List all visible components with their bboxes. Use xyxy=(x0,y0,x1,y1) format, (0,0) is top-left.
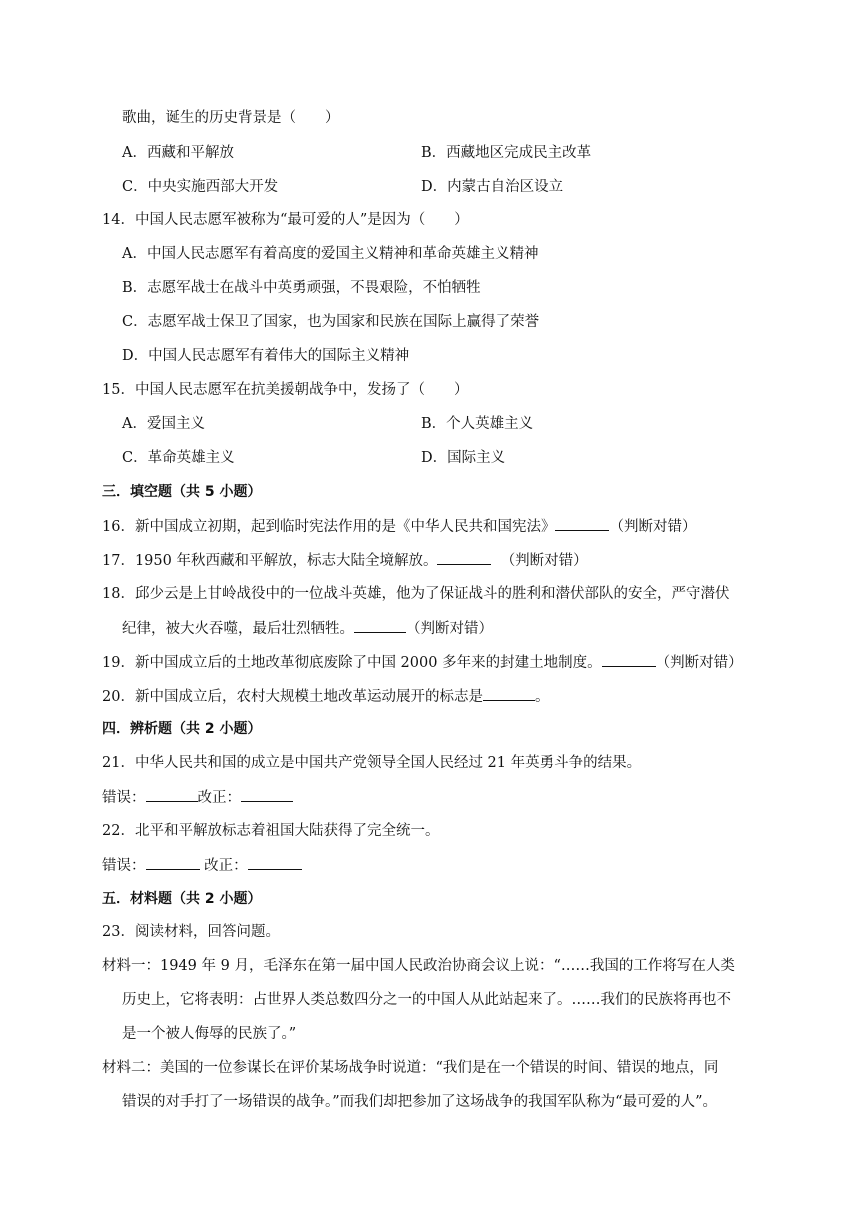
error-label: 错误： xyxy=(102,790,146,806)
error-blank[interactable] xyxy=(146,855,200,870)
q18-line-1: 18．邱少云是上甘岭战役中的一位战斗英雄，他为了保证战斗的胜利和潜伏部队的安全，严守潜伏 xyxy=(102,586,730,602)
q23-stem: 23．阅读材料，回答问题。 xyxy=(102,924,280,940)
q15-option-b: B．个人英雄主义 xyxy=(421,416,534,432)
q16-judge-note: （判断对错） xyxy=(609,519,697,535)
answer-blank[interactable] xyxy=(354,618,406,633)
q14-option-a: A．中国人民志愿军有着高度的爱国主义精神和革命英雄主义精神 xyxy=(122,246,539,262)
q14-stem: 14．中国人民志愿军被称为“最可爱的人”是因为（ ） xyxy=(102,212,469,228)
q22-answer-line xyxy=(102,855,302,876)
q14-option-c: C．志愿军战士保卫了国家，也为国家和民族在国际上赢得了荣誉 xyxy=(122,314,540,330)
q21-answer-line xyxy=(102,787,293,808)
q13-option-b: B．西藏地区完成民主改革 xyxy=(421,145,592,161)
answer-blank[interactable] xyxy=(483,686,535,701)
q13-option-d: D．内蒙古自治区设立 xyxy=(421,179,564,195)
q19-judge-note: （判断对错） xyxy=(655,655,743,671)
correction-blank[interactable] xyxy=(241,787,293,802)
q18-line-2 xyxy=(122,618,493,639)
q16-stem: 16．新中国成立初期，起到临时宪法作用的是《中华人民共和国宪法》 xyxy=(102,519,556,535)
q18-judge-note: （判断对错） xyxy=(406,621,493,637)
q22-stem: 22．北平和平解放标志着祖国大陆获得了完全统一。 xyxy=(102,823,440,839)
section-5-heading: 五．材料题（共 2 小题） xyxy=(102,891,262,907)
correction-label: 改正： xyxy=(204,858,248,874)
answer-blank[interactable] xyxy=(555,516,609,531)
q17-judge-note: （判断对错） xyxy=(500,553,588,569)
q13-option-c: C．中央实施西部大开发 xyxy=(122,179,279,195)
q19-stem: 19．新中国成立后的土地改革彻底废除了中国 2000 多年来的封建土地制度。 xyxy=(102,655,602,671)
q18-stem-cont: 纪律，被大火吞噬，最后壮烈牺牲。 xyxy=(122,621,354,637)
q15-option-d: D．国际主义 xyxy=(421,450,506,466)
material-2-line-1: 材料二：美国的一位参谋长在评价某场战争时说道：“我们是在一个错误的时间、错误的地点，同 xyxy=(102,1060,719,1076)
correction-label: 改正： xyxy=(197,790,241,806)
q17-stem: 17．1950 年秋西藏和平解放，标志大陆全境解放。 xyxy=(102,553,438,569)
q15-option-a: A．爱国主义 xyxy=(122,416,205,432)
q21-stem: 21．中华人民共和国的成立是中国共产党领导全国人民经过 21 年英勇斗争的结果。 xyxy=(102,755,642,771)
answer-blank[interactable] xyxy=(602,652,656,667)
answer-blank[interactable] xyxy=(437,550,491,565)
material-1-line-3: 是一个被人侮辱的民族了。” xyxy=(122,1026,297,1042)
q17-line xyxy=(102,550,588,571)
q13-option-a: A．西藏和平解放 xyxy=(122,145,234,161)
q20-stem: 20．新中国成立后，农村大规模土地改革运动展开的标志是 xyxy=(102,689,483,705)
q20-line xyxy=(102,686,549,707)
error-label: 错误： xyxy=(102,858,146,874)
error-blank[interactable] xyxy=(146,787,198,802)
q20-end: 。 xyxy=(534,689,550,705)
material-2-line-2: 错误的对手打了一场错误的战争。”而我们却把参加了这场战争的我国军队称为“最可爱的人”。 xyxy=(122,1094,717,1110)
q15-option-c: C．革命英雄主义 xyxy=(122,450,235,466)
section-4-heading: 四．辨析题（共 2 小题） xyxy=(102,721,262,737)
q15-stem: 15．中国人民志愿军在抗美援朝战争中，发扬了（ ） xyxy=(102,382,469,398)
q14-option-b: B．志愿军战士在战斗中英勇顽强，不畏艰险，不怕牺牲 xyxy=(122,280,481,296)
material-1-line-2: 历史上，它将表明：占世界人类总数四分之一的中国人从此站起来了。……我们的民族将再也不 xyxy=(122,992,731,1008)
q19-line xyxy=(102,652,743,673)
material-1-line-1: 材料一：1949 年 9 月，毛泽东在第一届中国人民政治协商会议上说：“……我国的工作将写在人类 xyxy=(102,958,735,974)
section-3-heading: 三．填空题（共 5 小题） xyxy=(102,484,262,500)
q14-option-d: D．中国人民志愿军有着伟大的国际主义精神 xyxy=(122,348,410,364)
q13-stem-continuation: 歌曲，诞生的历史背景是（ ） xyxy=(122,110,340,126)
q16-line xyxy=(102,516,696,537)
correction-blank[interactable] xyxy=(248,855,302,870)
